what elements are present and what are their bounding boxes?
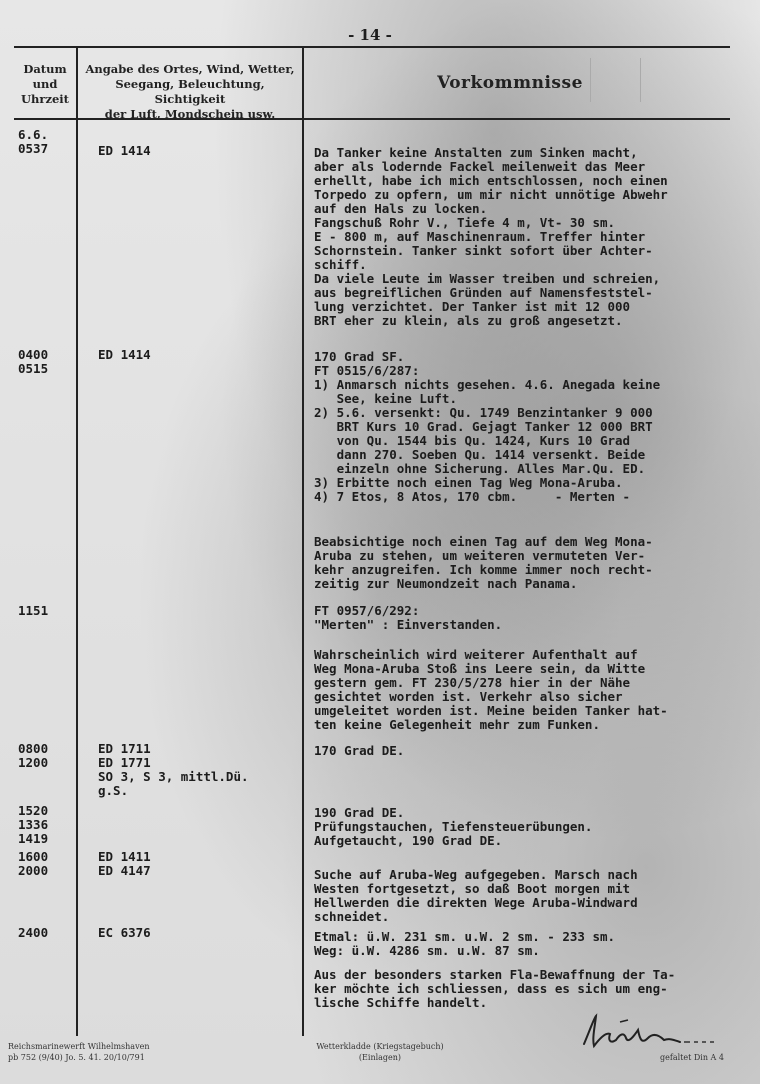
show-through-header-right bbox=[640, 58, 701, 102]
entry-text: 170 Grad DE. bbox=[314, 743, 405, 758]
entry-place: ED 1414 bbox=[98, 347, 151, 362]
header-place: Angabe des Ortes, Wind, Wetter, Seegang, Beleuchtung, Sichtigkeit der Luft, Mondschein usw. bbox=[85, 62, 295, 121]
footer-fold-note: gefaltet Din A 4 bbox=[660, 1053, 724, 1062]
entry-place: ED 1411 ED 4147 bbox=[98, 849, 151, 878]
handwritten-signature bbox=[580, 1010, 730, 1054]
column-divider-place bbox=[302, 46, 304, 1036]
entry-time: 6.6. 0537 bbox=[18, 127, 49, 156]
column-divider-date bbox=[76, 46, 78, 1036]
entry-text: 190 Grad DE. Prüfungstauchen, Tiefensteuerübungen. Aufgetaucht, 190 Grad DE. bbox=[314, 805, 593, 848]
entry-time: 0400 0515 bbox=[18, 347, 49, 376]
entry-time: 1151 bbox=[18, 603, 49, 618]
footer-printer-line2: pb 752 (9/40) Jo. 5. 41. 20/10/791 bbox=[8, 1053, 145, 1062]
entry-time: 1600 2000 bbox=[18, 849, 49, 878]
entry-place: EC 6376 bbox=[98, 925, 151, 940]
entry-place: ED 1414 bbox=[98, 143, 151, 158]
entry-time: 1520 1336 1419 bbox=[18, 803, 49, 846]
entry-text: FT 0957/6/292: "Merten" : Einverstanden. bbox=[314, 603, 503, 632]
header-date: Datum und Uhrzeit bbox=[21, 62, 69, 106]
entry-text: Wahrscheinlich wird weiterer Aufenthalt auf Weg Mona-Aruba Stoß ins Leere sein, da Witte gestern gem. FT 230/5/278 hier in der Nähe gesichtet worden ist. Verkehr also sicher umgeleitet worden ist. Meine beiden Tanker hat- ten keine Gelegenheit mehr zum Funken. bbox=[314, 647, 668, 732]
entry-text: Da Tanker keine Anstalten zum Sinken macht, aber als lodernde Fackel meilenweit das Meer erhellt, habe ich mich entschlossen, noch einen Torpedo zu opfern, um mir nicht unnötige Abwehr auf den Hals zu locken. Fangschuß Rohr V., Tiefe 4 m, Vt- 30 sm. E - 800 m, auf Maschinenraum. Treffer hinter Schornstein. Tanker sinkt sofort über Achter- schiff. Da viele Leute im Wasser treiben und schreien, aus begreiflichen Gründen auf Namensfeststel- lung verzichtet. Der Tanker ist mit 12 000 BRT eher zu klein, als zu groß angesetzt. bbox=[314, 145, 668, 328]
footer-form-subtitle: (Einlagen) bbox=[358, 1053, 402, 1062]
table-top-rule bbox=[14, 46, 730, 48]
footer-form-title: Wetterkladde (Kriegstagebuch) bbox=[316, 1042, 444, 1051]
footer-printer-line1: Reichsmarinewerft Wilhelmshaven bbox=[8, 1042, 150, 1051]
entry-time: 0800 1200 bbox=[18, 741, 49, 770]
show-through-header-left bbox=[590, 58, 631, 102]
entry-text: 170 Grad SF. FT 0515/6/287: 1) Anmarsch nichts gesehen. 4.6. Anegada keine See, keine Luft. 2) 5.6. versenkt: Qu. 1749 Benzintanker 9 000 BRT Kurs 10 Grad. Gejagt Tanker 12 000 BRT von Qu. 1544 bis Qu. 1424, Kurs 10 Grad dann 270. Soeben Qu. 1414 versenkt. Beide einzeln ohne Sicherung. Alles Mar.Qu. ED. 3) Erbitte noch einen Tag Weg Mona-Aruba. 4) 7 Etos, 8 Atos, 170 cbm. - Merten - bbox=[314, 349, 661, 504]
entry-text: Aus der besonders starken Fla-Bewaffnung der Ta- ker möchte ich schliessen, dass es sich um eng- lische Schiffe handelt. bbox=[314, 967, 676, 1010]
entry-time: 2400 bbox=[18, 925, 49, 940]
entry-text: Etmal: ü.W. 231 sm. u.W. 2 sm. - 233 sm. Weg: ü.W. 4286 sm. u.W. 87 sm. bbox=[314, 929, 616, 958]
entry-text: Suche auf Aruba-Weg aufgegeben. Marsch nach Westen fortgesetzt, so daß Boot morgen mit Hellwerden die direkten Wege Aruba-Windward schneidet. bbox=[314, 867, 638, 924]
entry-text: Beabsichtige noch einen Tag auf dem Weg Mona- Aruba zu stehen, um weiteren vermuteten Ver- kehr anzugreifen. Ich komme immer noch recht- zeitig zur Neumondzeit nach Panama. bbox=[314, 534, 653, 591]
header-events: Vorkommnisse bbox=[437, 73, 583, 93]
entry-place: ED 1711 ED 1771 SO 3, S 3, mittl.Dü. g.S. bbox=[98, 741, 249, 798]
page-number: - 14 - bbox=[348, 26, 392, 44]
